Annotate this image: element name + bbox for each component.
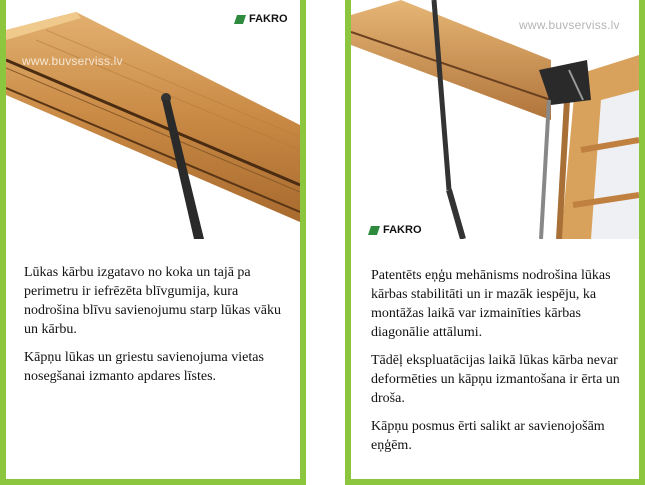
paragraph: Kāpņu posmus ērti salikt ar savienojošām eņģēm. xyxy=(371,419,605,453)
right-photo xyxy=(351,0,639,239)
left-card xyxy=(0,0,306,485)
paragraph: Tādēļ ekspluatācijas laikā lūkas kārba nevar deformēties un kāpņu izmantošana ir ērta un droša. xyxy=(371,353,620,406)
paragraph: Lūkas kārbu izgatavo no koka un tajā pa perimetru ir iefrēzēta blīvgumija, kura nodrošina blīvu savienojumu starp lūkas vāku un kārbu. xyxy=(24,265,282,337)
wooden-frame-illustration xyxy=(6,0,300,239)
paragraph: Kāpņu lūkas un griestu savienojuma vietas nosegšanai izmanto apdares līstes. xyxy=(24,350,264,384)
right-description xyxy=(371,266,633,464)
watermark: www.buvserviss.lv xyxy=(519,18,620,32)
left-photo xyxy=(6,0,300,239)
fakro-logo-icon xyxy=(368,226,380,235)
logo-text: FAKRO xyxy=(249,13,288,25)
watermark: www.buvserviss.lv xyxy=(22,54,123,68)
fakro-logo xyxy=(234,13,288,25)
left-description xyxy=(24,263,290,395)
fakro-logo xyxy=(368,224,422,236)
fakro-logo-icon xyxy=(234,15,246,24)
hinge-mechanism-illustration xyxy=(351,0,639,239)
right-card xyxy=(345,0,645,485)
logo-text: FAKRO xyxy=(383,224,422,236)
paragraph: Patentēts eņģu mehānisms nodrošina lūkas kārbas stabilitāti un ir mazāk iespēju, ka montāžas laikā var izmainīties kārbas diagonālie attālumi. xyxy=(371,268,611,340)
